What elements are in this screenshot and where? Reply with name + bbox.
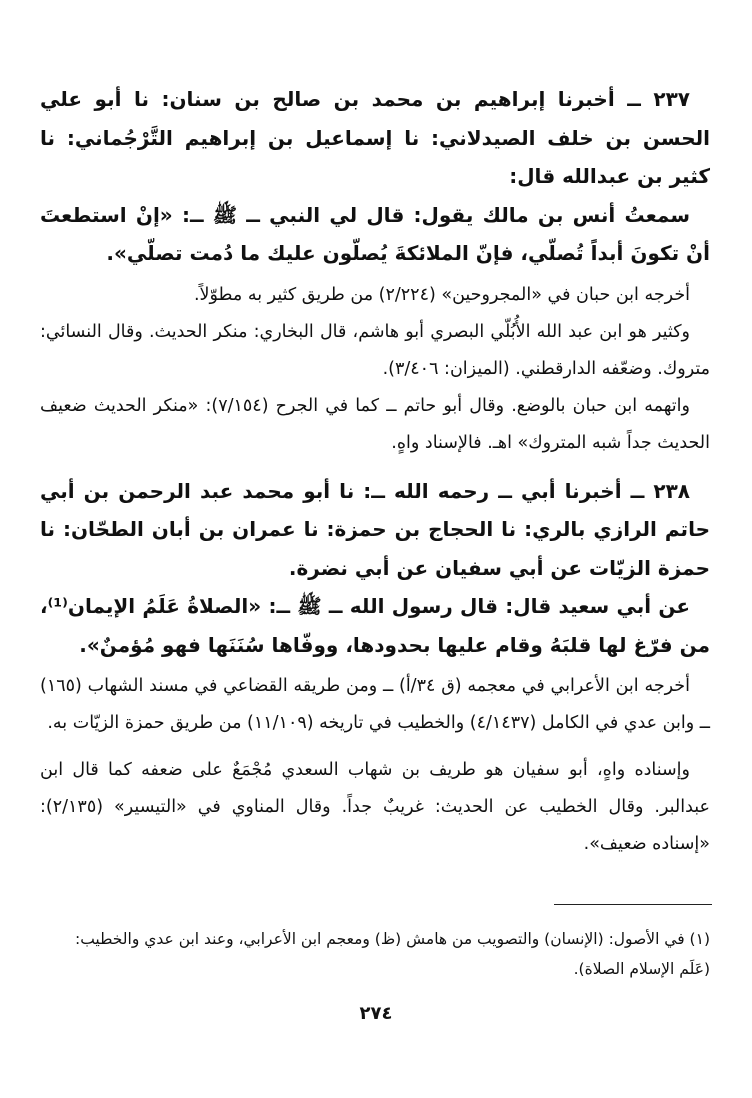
hadith-238-isnad: ٢٣٨ ــ أخبرنا أبي ــ رحمه الله ــ: نا أبو محمد عبد الرحمن بن أبي حاتم الرازي بالري: نا الحجاج بن حمزة: نا عمران بن أبان الطحّان: نا حمزة الزيّات عن أبي سفيان عن أبي نضرة. <box>40 478 710 580</box>
takhrij-237-a: أخرجه ابن حبان في «المجروحين» (٢/٢٢٤) من طريق كثير به مطوّلاً. <box>193 284 690 305</box>
footnotes <box>40 924 710 984</box>
takhrij-237-c: واتهمه ابن حبان بالوضع. وقال أبو حاتم ــ كما في الجرح (٧/١٥٤): «منكر الحديث ضعيف الحديث جداً شبه المتروك» اهـ. فالإسناد واهٍ. <box>40 395 710 453</box>
page-number: ٢٧٤ <box>359 1003 393 1024</box>
hadith-237-matn: سمعتُ أنس بن مالك يقول: قال لي النبي ــ ﷺ ــ: «إنْ استطعتَ أنْ تكونَ أبداً تُصلّي، فإنّ الملائكةَ يُصلّون عليك ما دُمت تصلّي». <box>40 202 710 265</box>
takhrij-238-b: وإسناده واهٍ، أبو سفيان هو طريف بن شهاب السعدي مُجْمَعٌ على ضعفه كما قال ابن عبدالبر. وقال الخطيب عن الحديث: غريبٌ جداً. وقال المناوي في «التيسير» (٢/١٣٥): «إسناده ضعيف». <box>40 760 710 854</box>
page-body <box>40 80 710 863</box>
hadith-238-matn: عن أبي سعيد قال: قال رسول الله ــ ﷺ ــ: «الصلاةُ عَلَمُ الإيمان⁽¹⁾، من فرّغ لها قلبَهُ وقام عليها بحدودها، ووفّاها سُنَنَها فهو مُؤمنٌ». <box>40 594 710 657</box>
hadith-237-isnad: ٢٣٧ ــ أخبرنا إبراهيم بن محمد بن صالح بن سنان: نا أبو علي الحسن بن خلف الصيدلاني: نا إسماعيل بن إبراهيم التَّرْجُماني: نا كثير بن عبدالله قال: <box>40 87 710 188</box>
footnote-1: (١) في الأصول: (الإنسان) والتصويب من هامش (ظ) ومعجم ابن الأعرابي، وعند ابن عدي والخطيب: (عَلَم الإسلام الصلاة). <box>74 930 710 978</box>
footnote-divider <box>554 904 712 905</box>
takhrij-238-a: أخرجه ابن الأعرابي في معجمه (ق ٣٤/أ) ــ ومن طريقه القضاعي في مسند الشهاب (١٦٥) ــ وابن عدي في الكامل (٤/١٤٣٧) والخطيب في تاريخه (١١/١٠٩) من طريق حمزة الزيّات به. <box>40 676 710 733</box>
takhrij-237-b: وكثير هو ابن عبد الله الأُبُلّي البصري أبو هاشم، قال البخاري: منكر الحديث. وقال النسائي: متروك. وضعّفه الدارقطني. (الميزان: ٣/٤٠٦). <box>40 321 710 379</box>
